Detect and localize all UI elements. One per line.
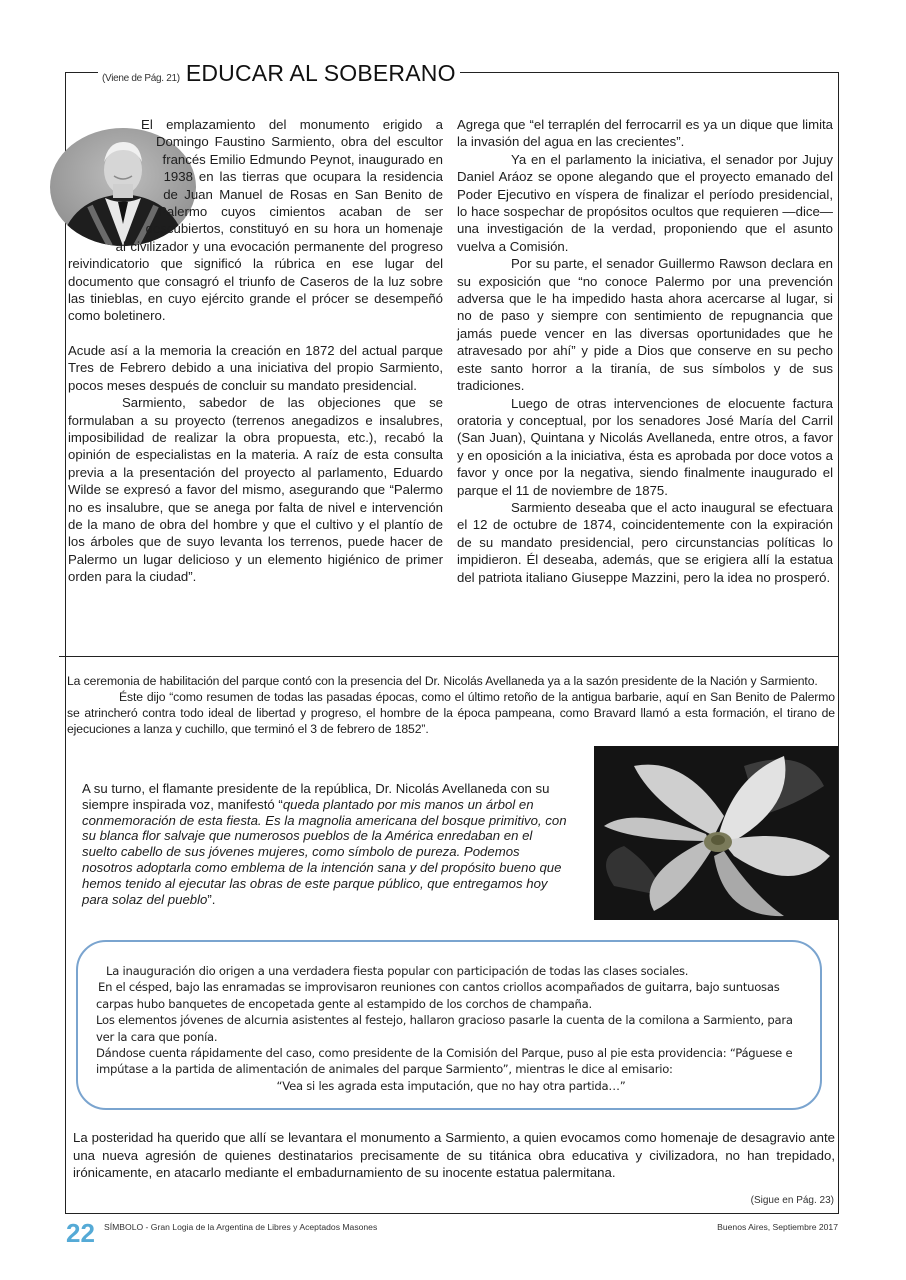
anecdote-line-2: En el césped, bajo las enramadas se improvisaron reuniones con cantos criollos acompañados de guitarra, bajo suntuosas carpas hubo banquetes de encopetada gente al estampido de los corchos de champaña. — [96, 980, 780, 1011]
right-paragraph-3: Por su parte, el senador Guillermo Rawson declara en su exposición que “no conoce Palermo por una prevención adversa que le ha impedido hasta ahora acercarse al lugar, si no de paso y siempre con sentimiento de repugnancia que jamás puede vencer en las diversas oportunidades que he atravesado por ahí” y pide a Dios que conserve en su pecho este santo horror a la tiranía, de sus símbolos y de sus tradiciones. — [457, 256, 833, 394]
left-paragraph-3: Sarmiento, sabedor de las objeciones que se formulaban a su proyecto (terrenos anegadizos e insalubres, imposibilidad de realizar la obra propuesta, etc.), recabó la opinión de especialistas en la materia. A raíz de esta consulta previa a la presentación del proyecto al parlamento, Eduardo Wilde se expresó a favor del mismo, asegurando que “Palermo no es insalubre, que se anega por falta de nivel e intervención de la mano de obra del hombre y que el cultivo y el plantío de los árboles que de suyo levanta los terrenos, puede hacer de Palermo un lugar delicioso y un elemento higiénico de primer orden para la ciudad”. — [68, 395, 443, 585]
page-number: 22 — [66, 1218, 95, 1248]
right-paragraph-2: Ya en el parlamento la iniciativa, el senador por Jujuy Daniel Aráoz se opone alegando que el proyecto emanado del Poder Ejecutivo en víspera de finalizar el período presidencial, lo hace sospechar de propósitos ocultos que requieren —dice— una investigación de la verdad, proponiendo que el asunto vuelva a Comisión. — [457, 151, 833, 254]
continued-from-note: (Viene de Pág. 21) — [102, 73, 180, 84]
right-paragraph-4: Luego de otras intervenciones de elocuente factura oratoria y conceptual, por los senadores José María del Carril (San Juan), Quintana y Nicolás Avellaneda, entre otros, a favor y en oposición a la iniciativa, ésta es aprobada por doce votos a favor y once por la negativa, siendo finalmente inaugurado el parque el 11 de noviembre de 1875. — [457, 395, 833, 498]
anecdote-line-5: “Vea si les agrada esta imputación, que no hay otra partida…” — [276, 1078, 626, 1093]
magnolia-illustration — [594, 746, 838, 920]
right-paragraph-1: Agrega que “el terraplén del ferrocarril es ya un dique que limita la invasión del agua en las crecientes”. — [457, 117, 833, 150]
quote-intro: A su turno, el flamante presidente de la república, Dr. Nicolás Avellaneda con su siempre inspirada voz, manifestó “ — [82, 781, 550, 812]
anecdote-line-3: Los elementos jóvenes de alcurnia asistentes al festejo, hallaron gracioso pasarle la cuenta de la comilona a Sarmiento, para ver la cara que ponía. — [96, 1013, 793, 1044]
anecdote-text — [96, 963, 806, 1094]
article-title: EDUCAR AL SOBERANO — [185, 60, 456, 86]
right-paragraph-5: Sarmiento deseaba que el acto inaugural se efectuara el 12 de octubre de 1874, coincidentemente con la expiración de su mandato presidencial, pero circunstancias políticas lo impidieron. Él deseaba, además, que se erigiera allí la estatua del patriota italiano Giuseppe Mazzini, pero la idea no prosperó. — [457, 499, 833, 585]
anecdote-line-4: Dándose cuenta rápidamente del caso, como presidente de la Comisión del Parque, puso al pie esta providencia: “Páguese e impútase a la partida de alimentación de animales del parque Sarmiento”, mientras le dice al emisario: — [96, 1046, 793, 1077]
quote-italic: queda plantado por mis manos un árbol en conmemoración de esta fiesta. Es la magnolia americana del bosque primitivo, con su blanca flor salvaje que numerosos pueblos de la América enredaban en el suelto cabello de sus jóvenes mujeres, como símbolo de pureza. Podemos nosotros adoptarla como emblema de la intención sana y del propósito bueno que hemos tenido al ejecutar las obras de este parque público, que entregamos hoy para solaz del pueblo — [82, 796, 567, 907]
left-column — [68, 116, 443, 586]
anecdote-line-1: La inauguración dio origen a una verdadera fiesta popular con participación de todas las clases sociales. — [106, 964, 689, 978]
publication-name: SÍMBOLO - Gran Logia de la Argentina de Libres y Aceptados Masones — [104, 1222, 378, 1232]
section-divider — [59, 656, 839, 657]
ceremony-paragraph-1: La ceremonia de habilitación del parque contó con la presencia del Dr. Nicolás Avellaneda ya a la sazón presidente de la Nación y Sarmiento. — [67, 674, 818, 688]
right-column — [457, 116, 833, 586]
left-paragraph-2: Acude así a la memoria la creación en 1872 del actual parque Tres de Febrero debido a una iniciativa del propio Sarmiento, pocos meses después de concluir su mandato presidencial. — [68, 342, 443, 393]
publication-date: Buenos Aires, Septiembre 2017 — [717, 1222, 838, 1232]
continued-on-note: (Sigue en Pág. 23) — [750, 1195, 834, 1206]
avellaneda-quote — [82, 781, 568, 907]
ceremony-section — [67, 673, 835, 737]
closing-paragraph: La posteridad ha querido que allí se levantara el monumento a Sarmiento, a quien evocamos como homenaje de desagravio ante una nueva agresión de quienes destinatarios precisamente de su titánica obra educativa y civilizadora, no han trepidado, irónicamente, en atacarlo mediante el embadurnamiento de su inocente estatua palermitana. — [73, 1130, 835, 1181]
article-header — [98, 60, 460, 87]
magnolia-photo — [594, 746, 838, 920]
left-paragraph-1: El emplazamiento del monumento erigido a Domingo Faustino Sarmiento, obra del escultor francés Emilio Edmundo Peynot, inaugurado en 1938 en las tierras que ocupara la residencia de Juan Manuel de Rosas en San Benito de Palermo cuyos cimientos acaban de ser descubiertos, constituyó en su hora un homenaje al civilizador y una evocación permanente del progreso reivindicatorio que significó la rúbrica en ese lugar del documento que consagró el triunfo de Caseros de la luz sobre las tinieblas, en cuyo ejército grande el prócer se desempeñó como boletinero. — [68, 117, 443, 324]
ceremony-paragraph-2: Éste dijo “como resumen de todas las pasadas épocas, como el último retoño de la antigua barbarie, aquí en San Benito de Palermo se atrincheró contra todo ideal de libertad y progreso, el hombre de la época pampeana, como Bravard llamó a esta formación, el tirano de ejecuciones a lanza y cuchillo, que terminó el 3 de febrero de 1852”. — [67, 690, 835, 736]
quote-close: ”. — [207, 891, 216, 907]
